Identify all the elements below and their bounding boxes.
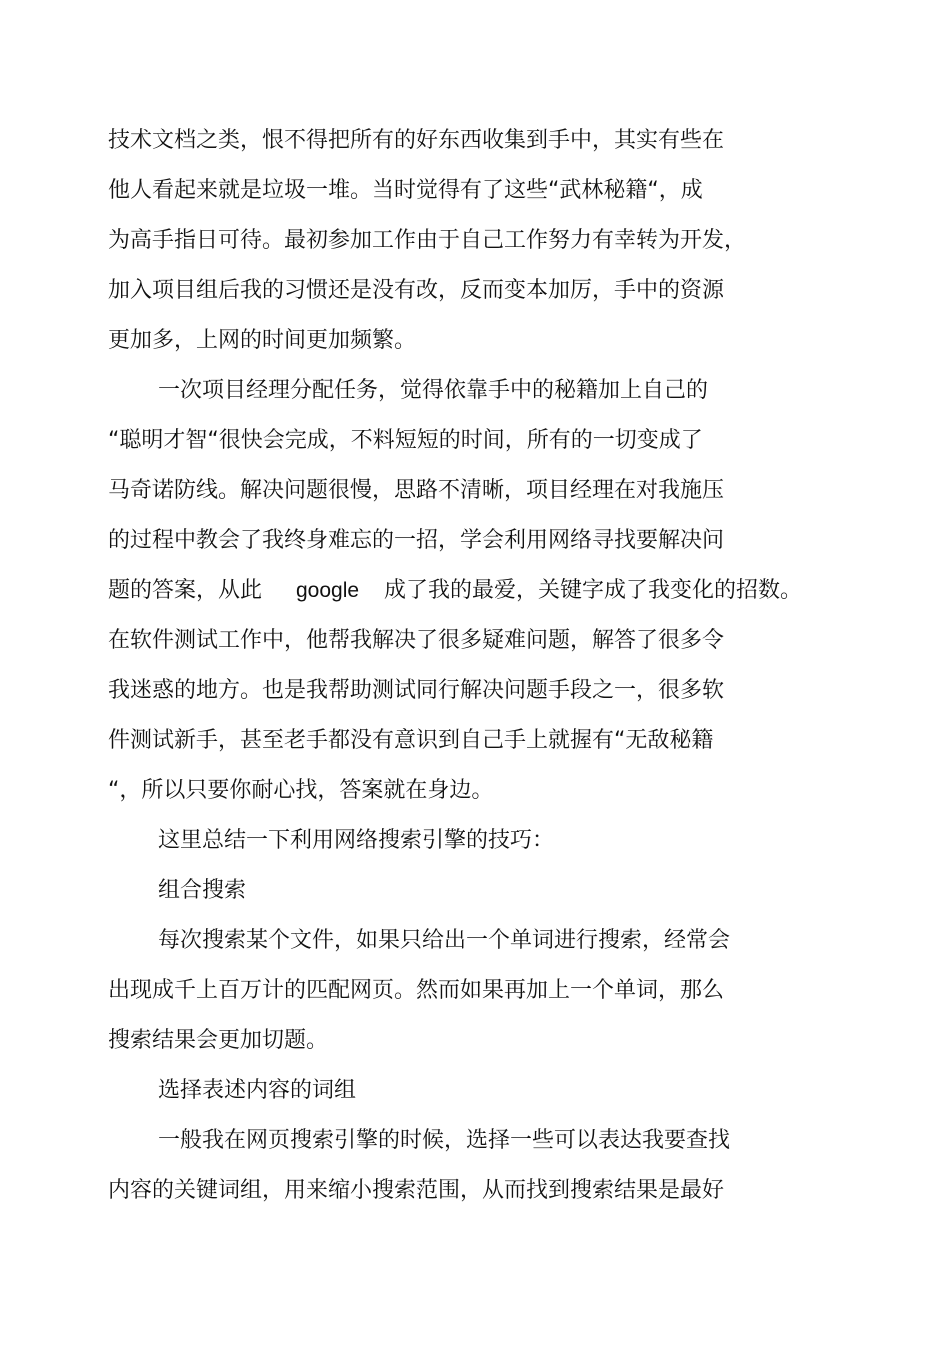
paragraph-line: 内容的关键词组，用来缩小搜索范围，从而找到搜索结果是最好 [108, 1178, 725, 1203]
section-heading: 组合搜索 [158, 878, 247, 903]
paragraph-line: 他人看起来就是垃圾一堆。当时觉得有了这些“武林秘籍“，成 [108, 178, 703, 203]
paragraph-keyword: google [296, 579, 360, 602]
section-heading: 选择表述内容的词组 [158, 1078, 357, 1103]
paragraph-line: 一次项目经理分配任务，觉得依靠手中的秘籍加上自己的 [158, 378, 709, 403]
paragraph-line: 搜索结果会更加切题。 [108, 1028, 329, 1053]
paragraph-line: 我迷惑的地方。也是我帮助测试同行解决问题手段之一，很多软 [108, 678, 725, 703]
paragraph-line: 的过程中教会了我终身难忘的一招，学会利用网络寻找要解决问 [108, 528, 725, 553]
paragraph-line: 马奇诺防线。解决问题很慢，思路不清晰，项目经理在对我施压 [108, 478, 725, 503]
paragraph-line: “，所以只要你耐心找，答案就在身边。 [108, 778, 494, 803]
paragraph-line: 一般我在网页搜索引擎的时候，选择一些可以表达我要查找 [158, 1128, 731, 1153]
paragraph-line: 题的答案，从此 [108, 578, 263, 603]
paragraph-line: 这里总结一下利用网络搜索引擎的技巧： [158, 828, 555, 853]
paragraph-line: 更加多，上网的时间更加频繁。 [108, 328, 417, 353]
paragraph-line: 出现成千上百万计的匹配网页。然而如果再加上一个单词，那么 [108, 978, 725, 1003]
paragraph-line: 加入项目组后我的习惯还是没有改，反而变本加厉，手中的资源 [108, 278, 725, 303]
paragraph-line: 在软件测试工作中，他帮我解决了很多疑难问题，解答了很多令 [108, 628, 725, 653]
paragraph-line: 为高手指日可待。最初参加工作由于自己工作努力有幸转为开发， [108, 228, 747, 253]
paragraph-line: “聪明才智“很快会完成，不料短短的时间，所有的一切变成了 [108, 428, 703, 453]
paragraph-line: 每次搜索某个文件，如果只给出一个单词进行搜索，经常会 [158, 928, 731, 953]
paragraph-line: 成了我的最爱，关键字成了我变化的招数。 [384, 578, 803, 603]
paragraph-line: 件测试新手，甚至老手都没有意识到自己手上就握有“无敌秘籍 [108, 728, 714, 753]
paragraph-line: 技术文档之类，恨不得把所有的好东西收集到手中，其实有些在 [108, 128, 725, 153]
